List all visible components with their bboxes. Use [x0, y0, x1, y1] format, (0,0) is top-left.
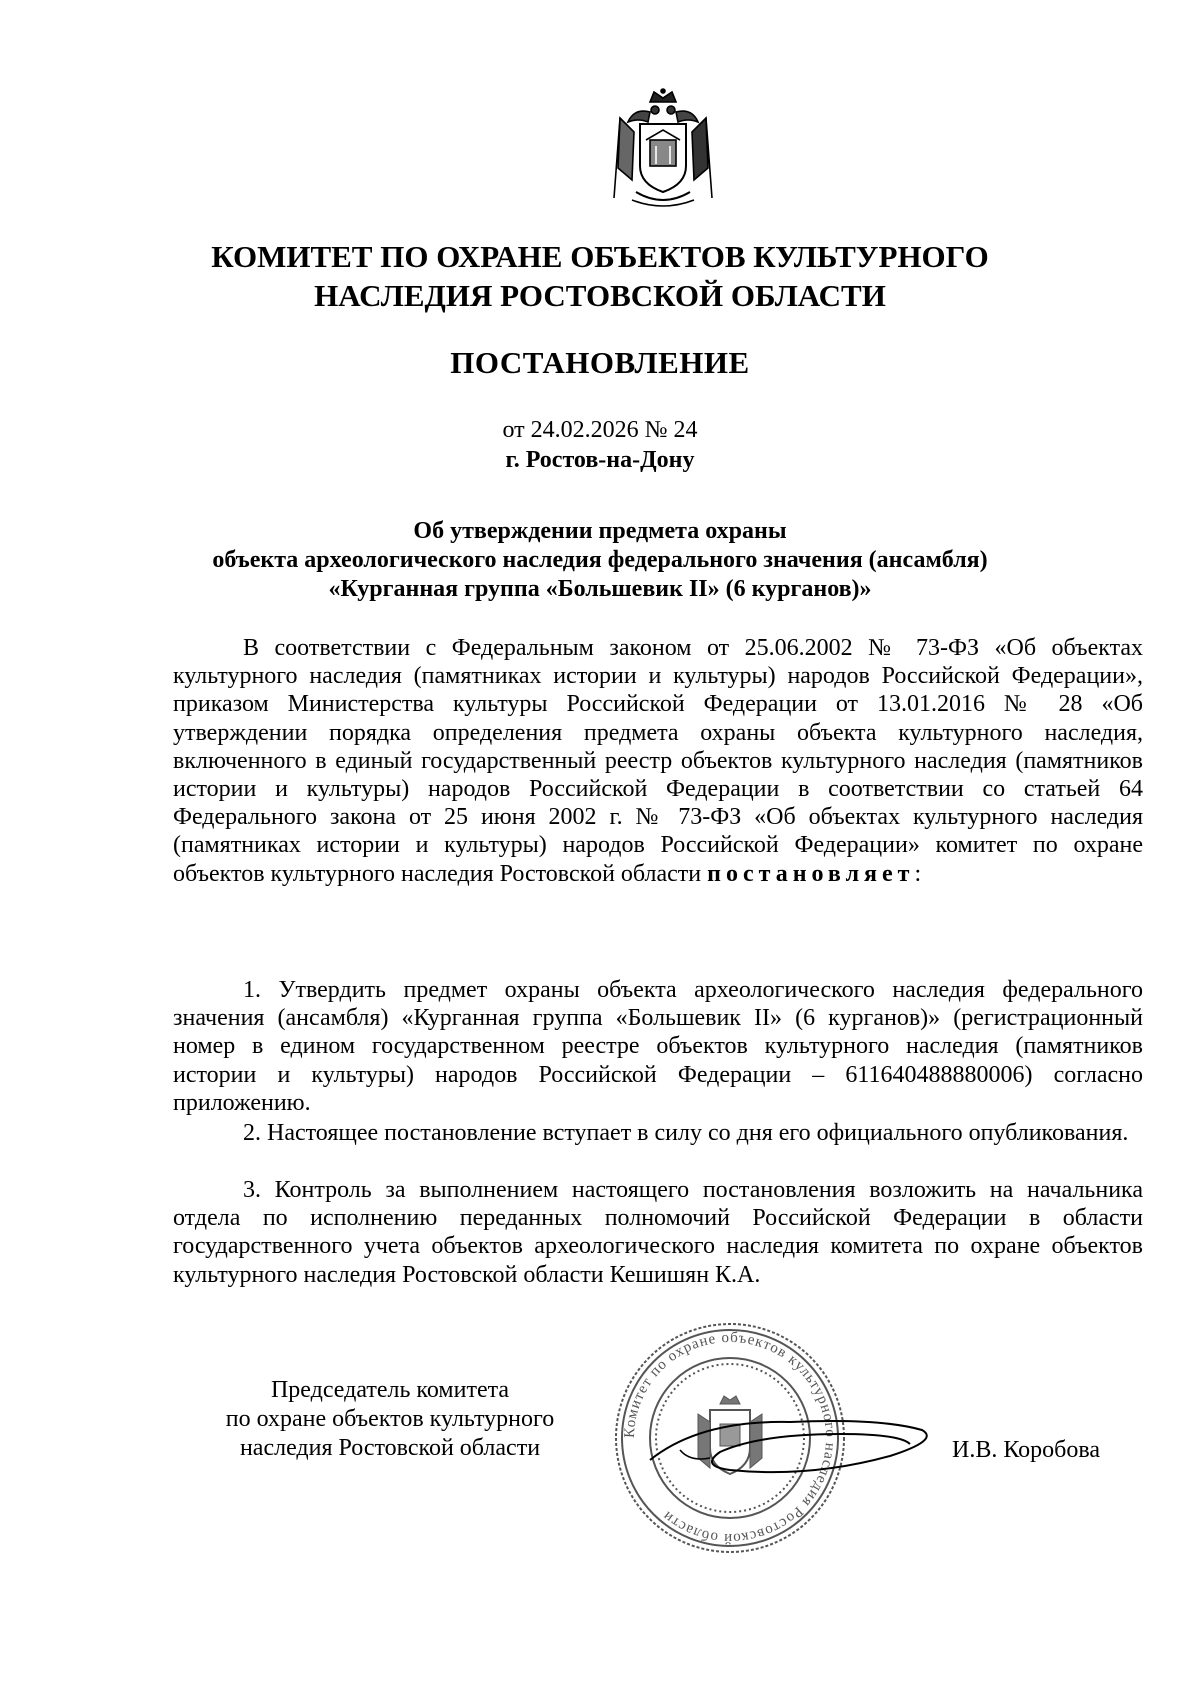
document-date-number: от 24.02.2026 № 24 [502, 417, 698, 443]
rostov-oblast-coat-of-arms-icon [610, 88, 716, 212]
position-line1: Председатель комитета [270, 1377, 510, 1403]
handwritten-signature-icon [640, 1400, 940, 1490]
preamble-text: В соответствии с Федеральным законом от 25.06.2002 № 73-ФЗ «Об объектах культурного наследия (памятниках истории и культуры) народов Российской Федерации», приказом Министерства культуры Российской Федерации от 13.01.2016 № 28 «Об утверждении порядка определения предмета охраны объекта культурного наследия, включенного в единый государственный реестр объектов культурного наследия (памятников истории и культуры) народов Российской Федерации в соответствии со статьей 64 Федерального закона от 25 июня 2002 г. № 73-ФЗ «Об объектах культурного наследия (памятниках истории и культуры) народов Российской Федерации» комитет по охране объектов культурного наследия Ростовской области [173, 635, 1143, 887]
position-line3: наследия Ростовской области [239, 1435, 541, 1461]
position-line2: по охране объектов культурного [225, 1406, 555, 1432]
organization-name-line2: НАСЛЕДИЯ РОСТОВСКОЙ ОБЛАСТИ [314, 278, 886, 313]
subject-line1: Об утверждении предмета охраны [413, 518, 787, 544]
resolves-word: постановляет [707, 860, 915, 887]
document-type: ПОСТАНОВЛЕНИЕ [450, 345, 750, 380]
item-3-paragraph: 3. Контроль за выполнением настоящего постановления возложить на начальника отдела по исполнению переданных полномочий Российской Федерации в области государственного учета объектов археологического наследия комитета по охране объектов культурного наследия Ростовской области Кешишян К.А. [173, 1177, 1143, 1288]
preamble-paragraph [173, 634, 1143, 888]
document-city: г. Ростов-на-Дону [505, 447, 695, 473]
stamp-text: Комитет по охране объектов культурного наследия Ростовской области [621, 1329, 839, 1547]
organization-name-line1: КОМИТЕТ ПО ОХРАНЕ ОБЪЕКТОВ КУЛЬТУРНОГО [211, 239, 989, 274]
signatory-name: И.В. Коробова [952, 1437, 1101, 1463]
signatory-position [170, 1376, 610, 1463]
subject-line2: объекта археологического наследия федерального значения (ансамбля) [212, 547, 988, 573]
item-1-paragraph: 1. Утвердить предмет охраны объекта археологического наследия федерального значения (ансамбля) «Курганная группа «Большевик II» (6 курганов)» (регистрационный номер в едином государственном реестре объектов культурного наследия (памятников истории и культуры) народов Российской Федерации – 611640488880006) согласно приложению. [173, 977, 1143, 1116]
subject-line3: «Курганная группа «Большевик II» (6 курганов)» [328, 576, 872, 602]
item-2-paragraph: 2. Настоящее постановление вступает в силу со дня его официального опубликования. [243, 1120, 1129, 1146]
resolves-colon: : [914, 860, 922, 887]
